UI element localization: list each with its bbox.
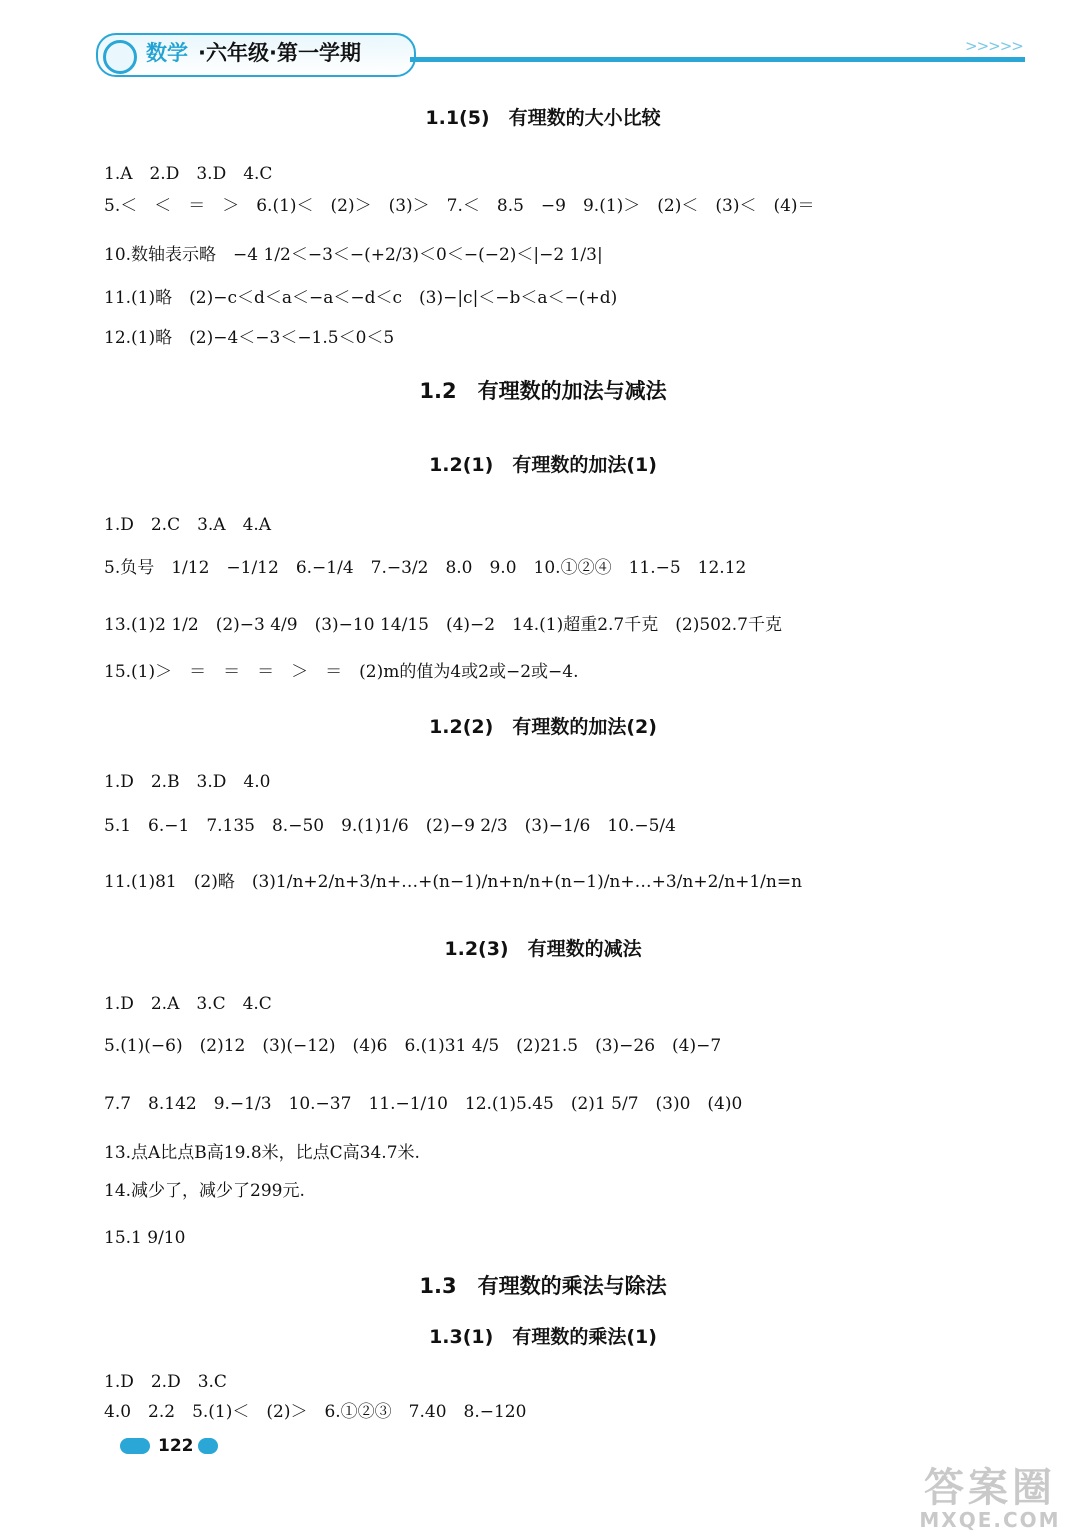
answer-line: 14.减少了，减少了299元. bbox=[104, 1181, 305, 1201]
answer-line: 15.1 9/10 bbox=[104, 1228, 186, 1248]
answer-line: 10.数轴表示略 −4 1/2＜−3＜−(+2/3)＜0＜−(−2)＜|−2 1/3| bbox=[104, 245, 603, 265]
header-circle-icon bbox=[103, 40, 137, 74]
header-arrows-icon: >>>>> bbox=[965, 37, 1023, 55]
answer-line: 4.0 2.2 5.(1)＜ (2)＞ 6.①②③ 7.40 8.−120 bbox=[104, 1402, 527, 1422]
watermark-url: MXQE.COM bbox=[919, 1508, 1061, 1532]
page-marker-left bbox=[120, 1438, 150, 1454]
answer-line: 11.(1)81 (2)略 (3)1/n+2/n+3/n+…+(n−1)/n+n/n+(n−1)/n+…+3/n+2/n+1/n=n bbox=[104, 872, 803, 892]
watermark-logo bbox=[900, 1465, 1080, 1534]
answer-line: 1.D 2.A 3.C 4.C bbox=[104, 994, 272, 1014]
answer-line: 7.7 8.142 9.−1/3 10.−37 11.−1/10 12.(1)5.45 (2)1 5/7 (3)0 (4)0 bbox=[104, 1094, 743, 1114]
section-heading-1-2-3: 1.2(3) 有理数的减法 bbox=[444, 938, 642, 960]
page-header bbox=[0, 0, 1086, 80]
answer-line: 1.A 2.D 3.D 4.C bbox=[104, 164, 273, 184]
answer-line: 13.(1)2 1/2 (2)−3 4/9 (3)−10 14/15 (4)−2 14.(1)超重2.7千克 (2)502.7千克 bbox=[104, 615, 782, 635]
page-marker-right bbox=[198, 1438, 218, 1454]
answer-line: 13.点A比点B高19.8米，比点C高34.7米. bbox=[104, 1143, 420, 1163]
answer-line: 5.负号 1/12 −1/12 6.−1/4 7.−3/2 8.0 9.0 10.①②④ 11.−5 12.12 bbox=[104, 558, 747, 578]
answer-line: 5.(1)(−6) (2)12 (3)(−12) (4)6 6.(1)31 4/5 (2)21.5 (3)−26 (4)−7 bbox=[104, 1036, 722, 1056]
header-title bbox=[146, 37, 361, 67]
section-heading-1-1-5: 1.1(5) 有理数的大小比较 bbox=[425, 107, 661, 129]
page-footer bbox=[120, 1432, 230, 1460]
section-heading-1-3-1: 1.3(1) 有理数的乘法(1) bbox=[429, 1326, 657, 1348]
answer-line: 12.(1)略 (2)−4＜−3＜−1.5＜0＜5 bbox=[104, 328, 395, 348]
answer-line: 15.(1)＞ ＝ ＝ ＝ ＞ ＝ (2)m的值为4或2或−2或−4. bbox=[104, 662, 579, 682]
answer-line: 1.D 2.C 3.A 4.A bbox=[104, 515, 272, 535]
answer-line: 1.D 2.B 3.D 4.0 bbox=[104, 772, 271, 792]
header-grade: ·六年级·第一学期 bbox=[198, 41, 361, 65]
watermark-text: 答案圈 bbox=[924, 1465, 1056, 1511]
section-heading-1-3: 1.3 有理数的乘法与除法 bbox=[419, 1274, 667, 1298]
section-heading-1-2-2: 1.2(2) 有理数的加法(2) bbox=[429, 716, 657, 738]
header-subject: 数学 bbox=[146, 41, 188, 65]
answer-line: 11.(1)略 (2)−c＜d＜a＜−a＜−d＜c (3)−|c|＜−b＜a＜−(+d) bbox=[104, 288, 618, 308]
header-rule bbox=[410, 57, 1025, 62]
answer-line: 5.1 6.−1 7.135 8.−50 9.(1)1/6 (2)−9 2/3 (3)−1/6 10.−5/4 bbox=[104, 816, 676, 836]
section-heading-1-2-1: 1.2(1) 有理数的加法(1) bbox=[429, 454, 657, 476]
answer-line: 5.＜ ＜ ＝ ＞ 6.(1)＜ (2)＞ (3)＞ 7.＜ 8.5 −9 9.(1)＞ (2)＜ (3)＜ (4)＝ bbox=[104, 196, 815, 216]
answer-line: 1.D 2.D 3.C bbox=[104, 1372, 227, 1392]
page-number: 122 bbox=[158, 1436, 194, 1456]
section-heading-1-2: 1.2 有理数的加法与减法 bbox=[419, 379, 667, 403]
